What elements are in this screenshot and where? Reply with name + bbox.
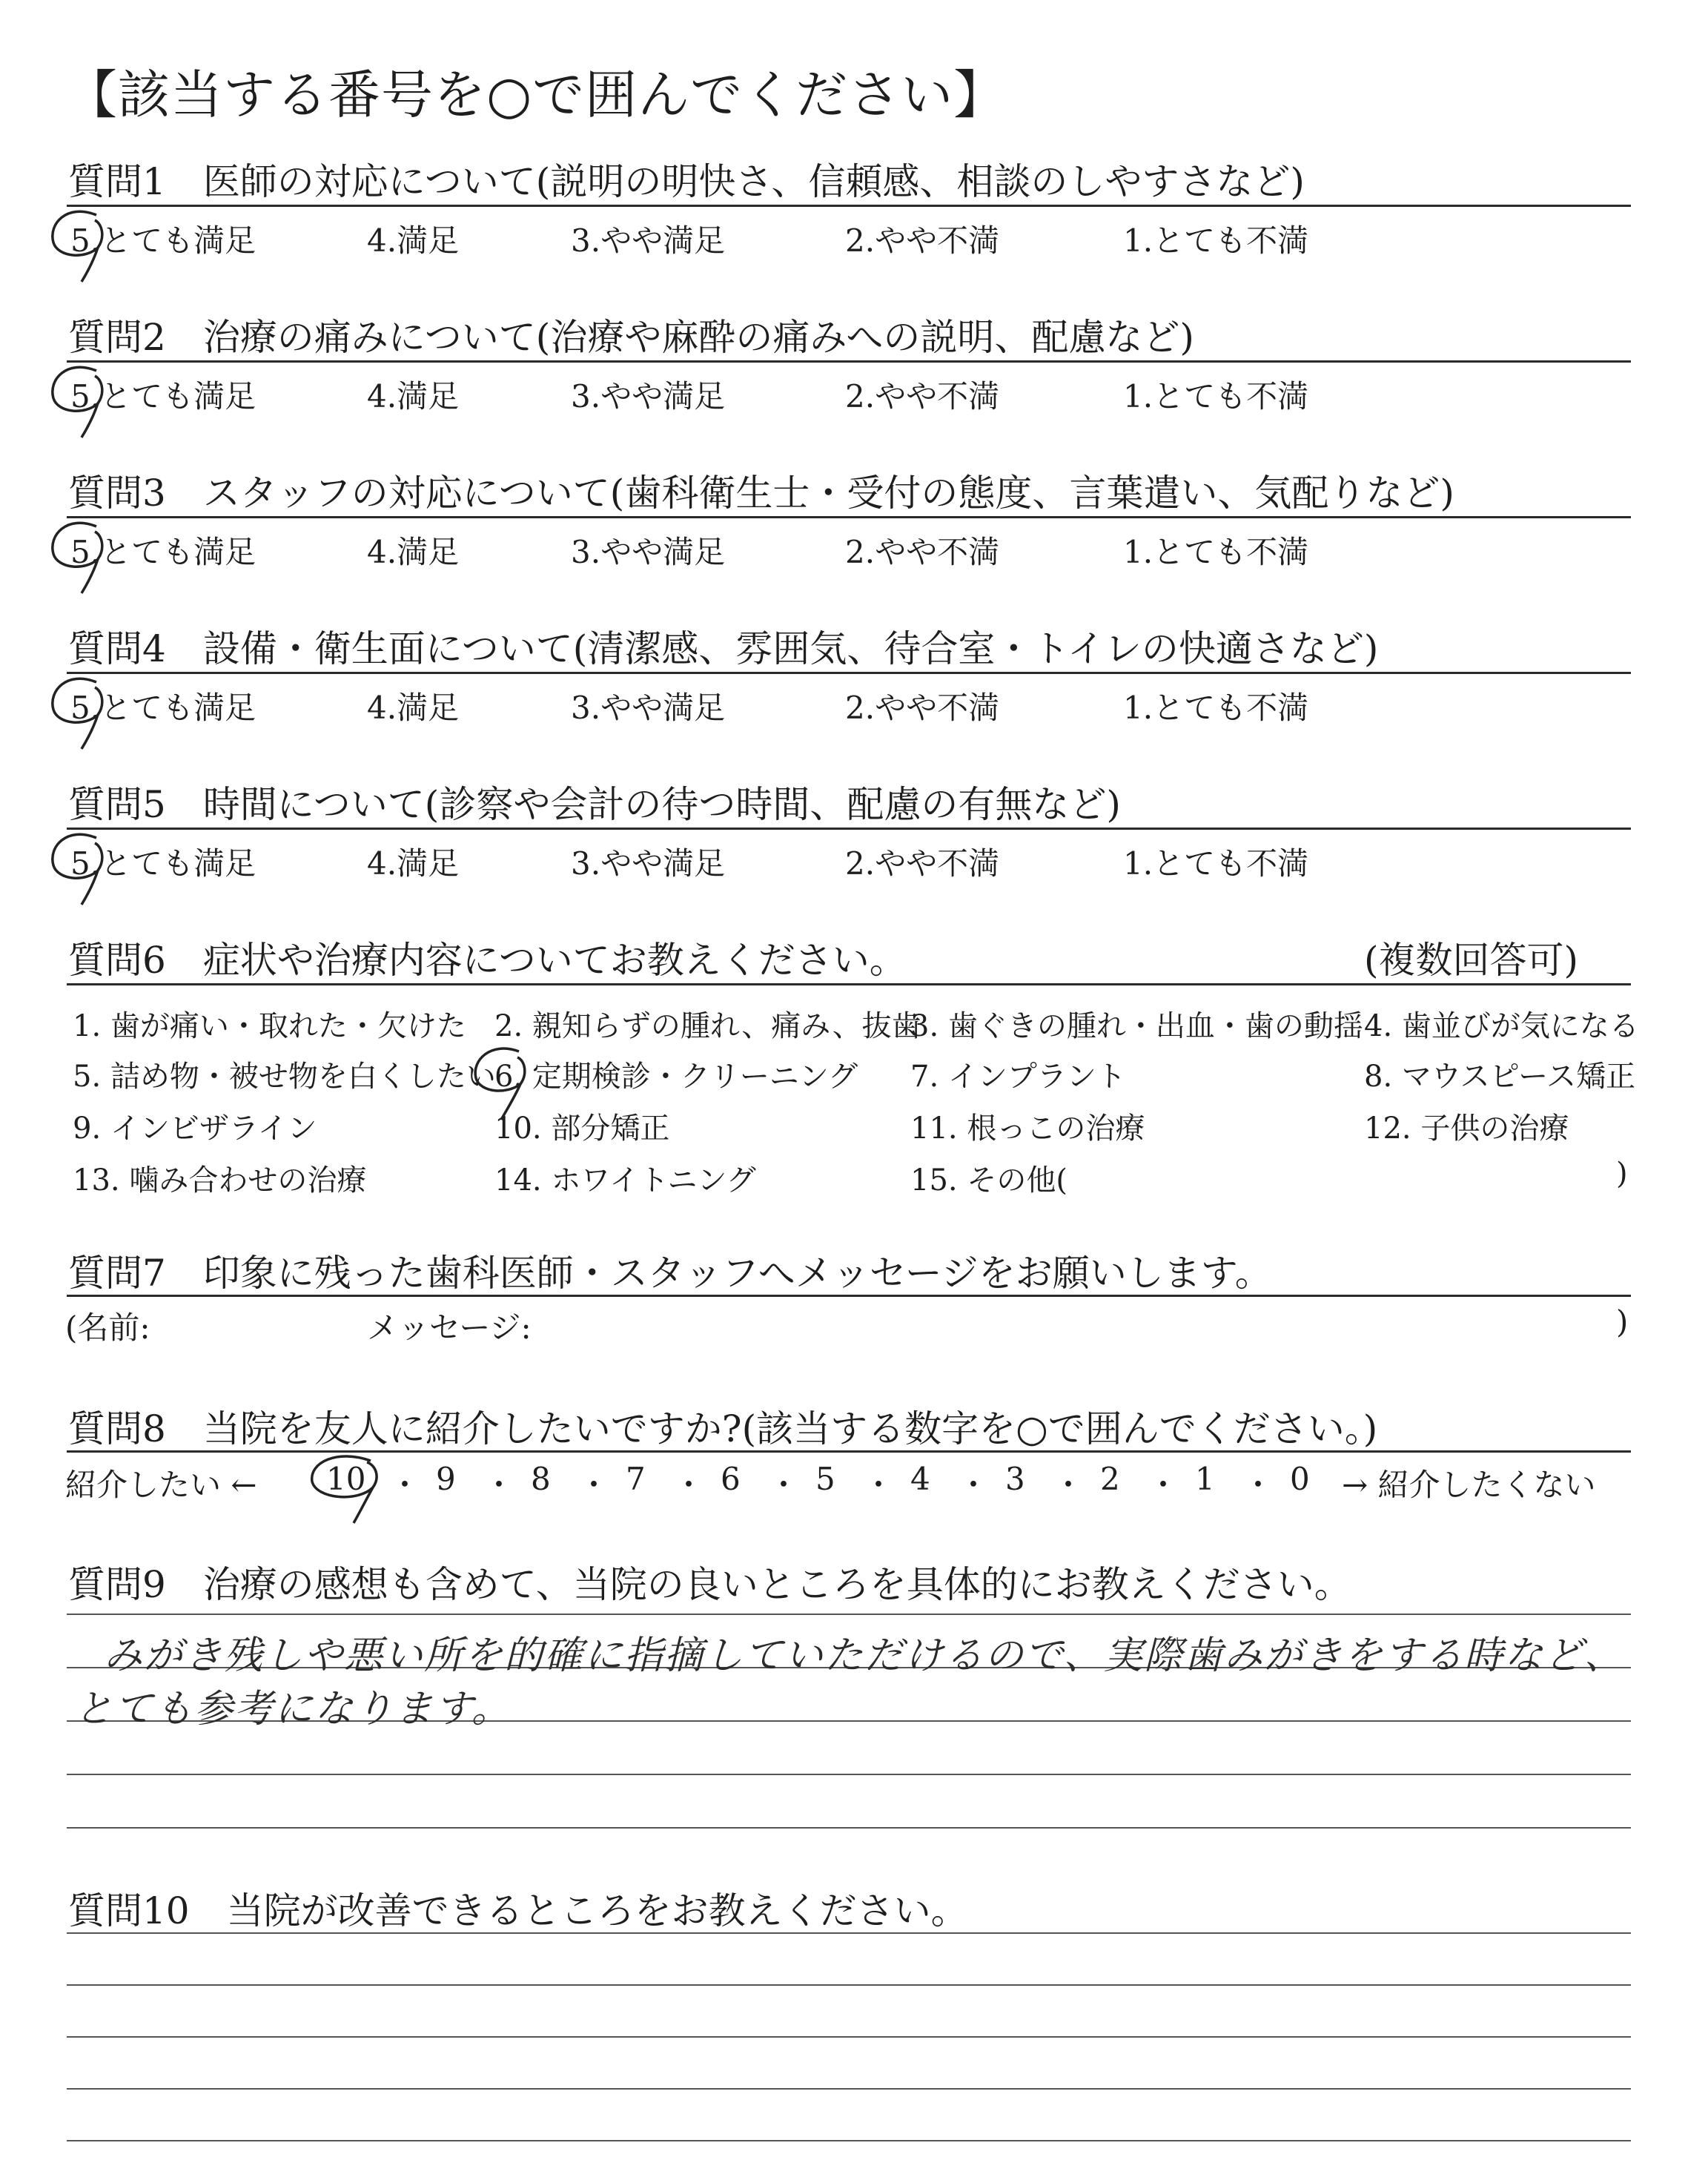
q8-scale-dot: ・ bbox=[389, 1467, 421, 1503]
q1-rule bbox=[67, 205, 1631, 207]
q3-option-2[interactable]: 2.やや不満 bbox=[845, 534, 1000, 570]
q8-text: 当院を友人に紹介したいですか?(該当する数字を○で囲んでください。) bbox=[202, 1407, 1378, 1450]
q6-option-15[interactable]: 15. その他( bbox=[910, 1163, 1068, 1198]
q8-scale-dot: ・ bbox=[1053, 1467, 1085, 1503]
q2-label: 質問2 bbox=[68, 316, 166, 359]
q8-label: 質問8 bbox=[68, 1407, 166, 1450]
q10-answer-line bbox=[67, 2036, 1631, 2038]
q9-answer-line bbox=[67, 1827, 1631, 1829]
q5-option-2[interactable]: 2.やや不満 bbox=[845, 845, 1000, 882]
q8-scale-5[interactable]: 5 bbox=[815, 1461, 835, 1497]
q2-text: 治療の痛みについて(治療や麻酔の痛みへの説明、配慮など) bbox=[202, 316, 1194, 359]
q3-option-1[interactable]: 1.とても不満 bbox=[1123, 534, 1309, 570]
q6-other-close-paren: ) bbox=[1616, 1157, 1628, 1191]
q10-answer-line bbox=[67, 1932, 1631, 1934]
q8-selection-circle bbox=[300, 1446, 389, 1527]
q3-option-5[interactable]: 5.とても満足 bbox=[70, 534, 256, 570]
q5-option-5[interactable]: 5.とても満足 bbox=[70, 845, 256, 882]
q2-option-2[interactable]: 2.やや不満 bbox=[845, 378, 1000, 415]
q5-label: 質問5 bbox=[68, 783, 166, 826]
q8-scale-10[interactable]: 10 bbox=[326, 1461, 366, 1497]
q6-text: 症状や治療内容についてお教えください。 bbox=[202, 939, 907, 982]
q7-rule bbox=[67, 1295, 1631, 1297]
q6-rule bbox=[67, 983, 1631, 985]
q1-selection-circle bbox=[44, 202, 111, 283]
q10-answer-line bbox=[67, 2140, 1631, 2141]
q1-option-5[interactable]: 5.とても満足 bbox=[70, 222, 256, 259]
q6-option-8[interactable]: 8. マウスピース矯正 bbox=[1364, 1060, 1636, 1094]
q5-rule bbox=[67, 828, 1631, 830]
q1-option-1[interactable]: 1.とても不満 bbox=[1123, 222, 1309, 259]
q5-option-3[interactable]: 3.やや満足 bbox=[571, 845, 726, 882]
q9-handwritten-answer-line-2: とても参考になります。 bbox=[74, 1687, 512, 1731]
q9-handwritten-answer-line-1: みがき残しや悪い所を的確に指摘していただけるので、実際歯みがきをする時など、 bbox=[104, 1634, 1624, 1678]
q4-label: 質問4 bbox=[68, 627, 166, 670]
q4-option-1[interactable]: 1.とても不満 bbox=[1123, 690, 1309, 726]
q9-text: 治療の感想も含めて、当院の良いところを具体的にお教えください。 bbox=[202, 1563, 1351, 1606]
q8-scale-4[interactable]: 4 bbox=[910, 1461, 930, 1497]
q8-scale-dot: ・ bbox=[578, 1467, 610, 1503]
q6-title bbox=[68, 931, 907, 984]
q6-option-3[interactable]: 3. 歯ぐきの腫れ・出血・歯の動揺 bbox=[910, 1009, 1363, 1043]
q2-title bbox=[68, 308, 1194, 361]
q6-option-1[interactable]: 1. 歯が痛い・取れた・欠けた bbox=[73, 1009, 466, 1043]
q8-scale-dot: ・ bbox=[1148, 1467, 1179, 1503]
q8-scale-dot: ・ bbox=[768, 1467, 800, 1503]
q7-label: 質問7 bbox=[68, 1252, 166, 1295]
q4-option-4[interactable]: 4.満足 bbox=[367, 690, 460, 726]
q6-option-7[interactable]: 7. インプラント bbox=[910, 1060, 1126, 1094]
q8-scale-0[interactable]: 0 bbox=[1290, 1461, 1310, 1497]
q6-option-12[interactable]: 12. 子供の治療 bbox=[1364, 1112, 1569, 1146]
q8-left-label: 紹介したい ← bbox=[65, 1467, 257, 1503]
q9-answer-line bbox=[67, 1614, 1631, 1615]
q1-label: 質問1 bbox=[68, 160, 166, 203]
q8-scale-dot: ・ bbox=[673, 1467, 705, 1503]
q2-option-3[interactable]: 3.やや満足 bbox=[571, 378, 726, 415]
q4-text: 設備・衛生面について(清潔感、雰囲気、待合室・トイレの快適さなど) bbox=[202, 627, 1379, 670]
q1-option-4[interactable]: 4.満足 bbox=[367, 222, 460, 259]
q1-text: 医師の対応について(説明の明快さ、信頼感、相談のしやすさなど) bbox=[202, 160, 1305, 203]
q8-scale-dot: ・ bbox=[958, 1467, 990, 1503]
q5-text: 時間について(診察や会計の待つ時間、配慮の有無など) bbox=[202, 783, 1121, 826]
q7-name-label: (名前: bbox=[65, 1309, 150, 1346]
q1-option-3[interactable]: 3.やや満足 bbox=[571, 222, 726, 259]
q3-option-4[interactable]: 4.満足 bbox=[367, 534, 460, 570]
q7-title bbox=[68, 1244, 1272, 1297]
q10-label: 質問10 bbox=[68, 1889, 190, 1932]
q6-option-4[interactable]: 4. 歯並びが気になる bbox=[1364, 1009, 1639, 1043]
q4-title bbox=[68, 619, 1378, 673]
q8-scale-8[interactable]: 8 bbox=[531, 1461, 551, 1497]
q6-option-13[interactable]: 13. 噛み合わせの治療 bbox=[73, 1163, 367, 1198]
q8-scale-dot: ・ bbox=[483, 1467, 515, 1503]
q5-title bbox=[68, 775, 1121, 828]
q3-rule bbox=[67, 516, 1631, 518]
q8-scale-6[interactable]: 6 bbox=[721, 1461, 741, 1497]
q8-scale-9[interactable]: 9 bbox=[436, 1461, 456, 1497]
q3-option-3[interactable]: 3.やや満足 bbox=[571, 534, 726, 570]
q5-option-1[interactable]: 1.とても不満 bbox=[1123, 845, 1309, 882]
q8-scale-3[interactable]: 3 bbox=[1005, 1461, 1025, 1497]
q2-selection-circle bbox=[44, 357, 111, 439]
q8-scale-dot: ・ bbox=[863, 1467, 895, 1503]
q6-option-11[interactable]: 11. 根っこの治療 bbox=[910, 1112, 1145, 1146]
q6-option-14[interactable]: 14. ホワイトニング bbox=[494, 1163, 756, 1198]
q6-selection-circle bbox=[466, 1040, 532, 1121]
q7-close-paren: ) bbox=[1616, 1304, 1629, 1340]
q3-title bbox=[68, 463, 1454, 517]
q6-option-10[interactable]: 10. 部分矯正 bbox=[494, 1112, 670, 1146]
q8-scale-7[interactable]: 7 bbox=[626, 1461, 646, 1497]
q8-scale-2[interactable]: 2 bbox=[1100, 1461, 1120, 1497]
q8-title bbox=[68, 1399, 1377, 1453]
q3-selection-circle bbox=[44, 513, 111, 595]
q4-rule bbox=[67, 672, 1631, 674]
q2-option-4[interactable]: 4.満足 bbox=[367, 378, 460, 415]
q5-selection-circle bbox=[44, 825, 111, 906]
q10-title bbox=[68, 1881, 968, 1935]
q6-option-9[interactable]: 9. インビザライン bbox=[73, 1112, 317, 1146]
q8-scale-dot: ・ bbox=[1242, 1467, 1274, 1503]
q3-label: 質問3 bbox=[68, 472, 166, 515]
q7-text: 印象に残った歯科医師・スタッフへメッセージをお願いします。 bbox=[202, 1252, 1272, 1295]
q7-message-label: メッセージ: bbox=[367, 1309, 532, 1346]
page-title: 【該当する番号を○で囲んでください】 bbox=[65, 65, 1007, 125]
q3-text: スタッフの対応について(歯科衛生士・受付の態度、言葉遣い、気配りなど) bbox=[202, 472, 1454, 515]
q1-option-2[interactable]: 2.やや不満 bbox=[845, 222, 1000, 259]
q6-option-6[interactable]: 6. 定期検診・クリーニング bbox=[494, 1060, 858, 1094]
q9-answer-line bbox=[67, 1774, 1631, 1775]
q4-option-3[interactable]: 3.やや満足 bbox=[571, 690, 726, 726]
q8-right-label: → 紹介したくない bbox=[1342, 1467, 1596, 1503]
q5-option-4[interactable]: 4.満足 bbox=[367, 845, 460, 882]
q9-title bbox=[68, 1555, 1351, 1608]
q4-option-5[interactable]: 5.とても満足 bbox=[70, 690, 256, 726]
q10-text: 当院が改善できるところをお教えください。 bbox=[226, 1889, 968, 1932]
q6-option-2[interactable]: 2. 親知らずの腫れ、痛み、抜歯 bbox=[494, 1009, 921, 1043]
q2-rule bbox=[67, 360, 1631, 363]
q6-option-5[interactable]: 5. 詰め物・被せ物を白くしたい bbox=[73, 1060, 496, 1094]
q4-selection-circle bbox=[44, 669, 111, 750]
q6-multiple-note: (複数回答可) bbox=[1364, 939, 1579, 982]
q10-answer-line bbox=[67, 1984, 1631, 1986]
q8-scale-1[interactable]: 1 bbox=[1195, 1461, 1215, 1497]
q2-option-5[interactable]: 5.とても満足 bbox=[70, 378, 256, 415]
q1-title bbox=[68, 152, 1305, 205]
q4-option-2[interactable]: 2.やや不満 bbox=[845, 690, 1000, 726]
q10-answer-line bbox=[67, 2088, 1631, 2090]
q6-label: 質問6 bbox=[68, 939, 166, 982]
q2-option-1[interactable]: 1.とても不満 bbox=[1123, 378, 1309, 415]
q9-label: 質問9 bbox=[68, 1563, 166, 1606]
